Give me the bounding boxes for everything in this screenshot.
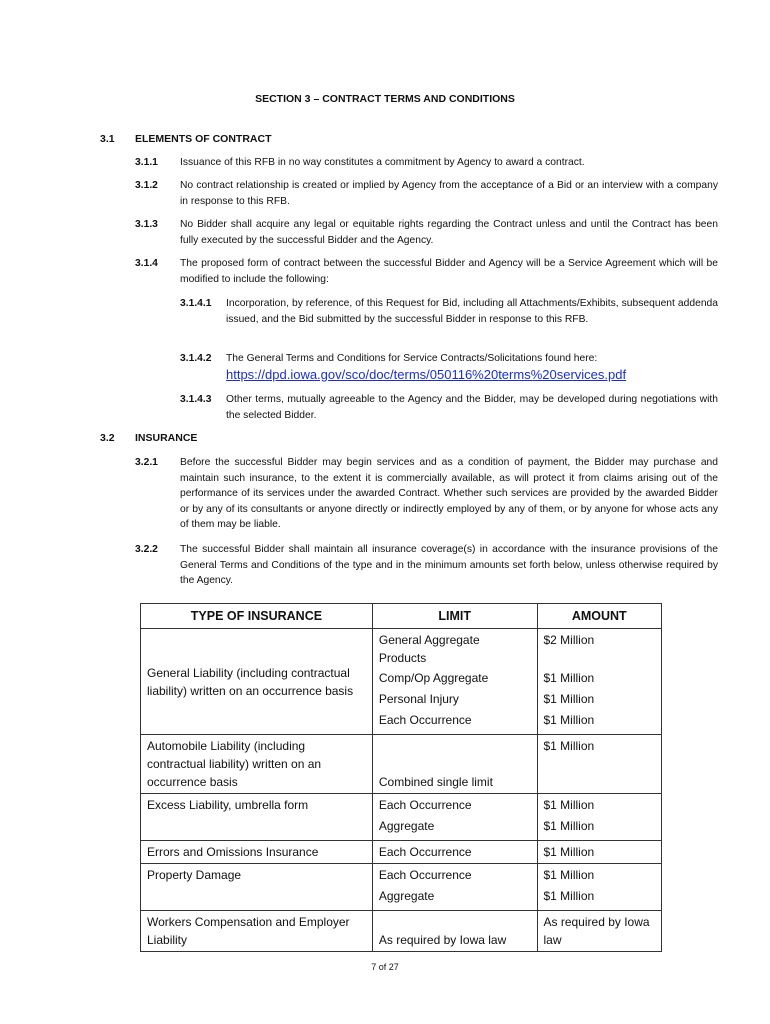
column-header: LIMIT: [372, 604, 537, 629]
paragraph-3-2-2: [135, 542, 718, 589]
table-row: [141, 794, 662, 841]
paragraph-text: No contract relationship is created or implied by Agency from the acceptance of a Bid or an interview with a company in response to this RFB.: [180, 180, 718, 207]
table-row: [141, 735, 662, 794]
paragraph-text-content: The General Terms and Conditions for Service Contracts/Solicitations found here:: [226, 353, 598, 364]
paragraph-3-1-4-3: [180, 392, 718, 423]
paragraph-text: Other terms, mutually agreeable to the Agency and the Bidder, may be developed during negotiations with the selected Bidder.: [226, 394, 718, 421]
amount-item: $2 Million: [543, 633, 595, 647]
limit-item: Aggregate: [378, 889, 435, 903]
paragraph-text: Before the successful Bidder may begin services and as a condition of payment, the Bidder may purchase and maintain such insurance, to the extent it is commercially available, as will protect it from claims arising out of the performance of its services under the awarded Contract. Whether such services are provided by the awarded Bidder or by any of its consultants or anyone directly or indirectly employed by any of them, or by anyone for whose acts any of them may be liable.: [180, 457, 718, 530]
paragraph-3-1-4: [135, 256, 718, 287]
limit-cell: [372, 864, 537, 911]
paragraph-text: No Bidder shall acquire any legal or equitable rights regarding the Contract unless and until the Contract has been fully executed by the successful Bidder and the Agency.: [180, 219, 718, 246]
paragraph-text: Issuance of this RFB in no way constitutes a commitment by Agency to award a contract.: [180, 157, 585, 168]
paragraph-text: [226, 351, 718, 384]
table-row: [141, 864, 662, 911]
amount-item: $1 Million: [543, 671, 595, 685]
limit-item: Aggregate: [378, 819, 435, 833]
paragraph-text: Incorporation, by reference, of this Request for Bid, including all Attachments/Exhibits, subsequent addenda issued, and the Bid submitted by the successful Bidder in response to this RFB.: [226, 298, 718, 325]
paragraph-text: The proposed form of contract between the successful Bidder and Agency will be a Service Agreement which will be modified to include the following:: [180, 258, 718, 285]
limit-cell: Each Occurrence: [372, 841, 537, 864]
amount-item: $1 Million: [543, 819, 595, 833]
paragraph-number: 3.1.2: [135, 180, 158, 191]
insurance-type-cell: Excess Liability, umbrella form: [141, 794, 373, 841]
table-row: [141, 629, 662, 735]
insurance-type-cell: General Liability (including contractual liability) written on an occurrence basis: [141, 629, 373, 735]
insurance-type-cell: Errors and Omissions Insurance: [141, 841, 373, 864]
table-header-row: [141, 604, 662, 629]
paragraph-number: 3.1.4.2: [180, 353, 212, 364]
amount-cell: [537, 794, 662, 841]
amount-item: $1 Million: [543, 798, 595, 812]
page-title: SECTION 3 – CONTRACT TERMS AND CONDITIONS: [255, 93, 515, 105]
limit-item: Products: [378, 651, 427, 665]
column-header: TYPE OF INSURANCE: [141, 604, 373, 629]
paragraph-number: 3.1.3: [135, 219, 158, 230]
limit-item: Comp/Op Aggregate: [378, 671, 489, 685]
insurance-table: [140, 603, 662, 952]
table-row: [141, 911, 662, 952]
insurance-type-cell: Automobile Liability (including contractual liability) written on an occurrence basis: [141, 735, 373, 794]
limit-cell: As required by Iowa law: [372, 911, 537, 952]
paragraph-3-1-2: [135, 178, 718, 209]
insurance-type-cell: Workers Compensation and Employer Liability: [141, 911, 373, 952]
paragraph-number: 3.2.1: [135, 457, 158, 468]
limit-item: Personal Injury: [378, 692, 459, 706]
page-number: 7 of 27: [371, 962, 399, 972]
paragraph-text: The successful Bidder shall maintain all insurance coverage(s) in accordance with the insurance provisions of the General Terms and Conditions of the type and in the minimum amounts set forth below, unless otherwise required by the Agency.: [180, 544, 718, 586]
amount-item: $1 Million: [543, 889, 595, 903]
limit-item: General Aggregate: [378, 633, 480, 647]
limit-item: Each Occurrence: [378, 798, 472, 812]
amount-item: $1 Million: [543, 713, 595, 727]
table-row: [141, 841, 662, 864]
terms-link[interactable]: https://dpd.iowa.gov/sco/doc/terms/050116%20terms%20services.pdf: [226, 366, 627, 382]
amount-item: [544, 649, 656, 669]
amount-item: $1 Million: [543, 868, 595, 882]
amount-cell: [537, 629, 662, 735]
section-label: INSURANCE: [135, 432, 198, 444]
paragraph-3-1-1: [135, 155, 718, 171]
paragraph-3-1-3: [135, 217, 718, 248]
limit-item: Each Occurrence: [378, 713, 472, 727]
limit-item: Each Occurrence: [378, 868, 472, 882]
paragraph-number: 3.1.4.3: [180, 394, 212, 405]
paragraph-3-2-1: [135, 455, 718, 533]
section-number: 3.2: [100, 432, 115, 444]
limit-cell: Combined single limit: [372, 735, 537, 794]
limit-cell: [372, 629, 537, 735]
paragraph-number: 3.1.1: [135, 157, 158, 168]
amount-cell: [537, 864, 662, 911]
amount-cell: $1 Million: [537, 841, 662, 864]
amount-cell: As required by Iowa law: [537, 911, 662, 952]
paragraph-number: 3.1.4.1: [180, 298, 212, 309]
paragraph-number: 3.2.2: [135, 544, 158, 555]
paragraph-3-1-4-1: [180, 296, 718, 327]
amount-item: $1 Million: [543, 692, 595, 706]
paragraph-number: 3.1.4: [135, 258, 158, 269]
limit-cell: [372, 794, 537, 841]
amount-cell: $1 Million: [537, 735, 662, 794]
column-header: AMOUNT: [537, 604, 662, 629]
paragraph-3-1-4-2: [180, 351, 718, 384]
section-number: 3.1: [100, 133, 115, 145]
section-label: ELEMENTS OF CONTRACT: [135, 133, 272, 145]
insurance-type-cell: Property Damage: [141, 864, 373, 911]
